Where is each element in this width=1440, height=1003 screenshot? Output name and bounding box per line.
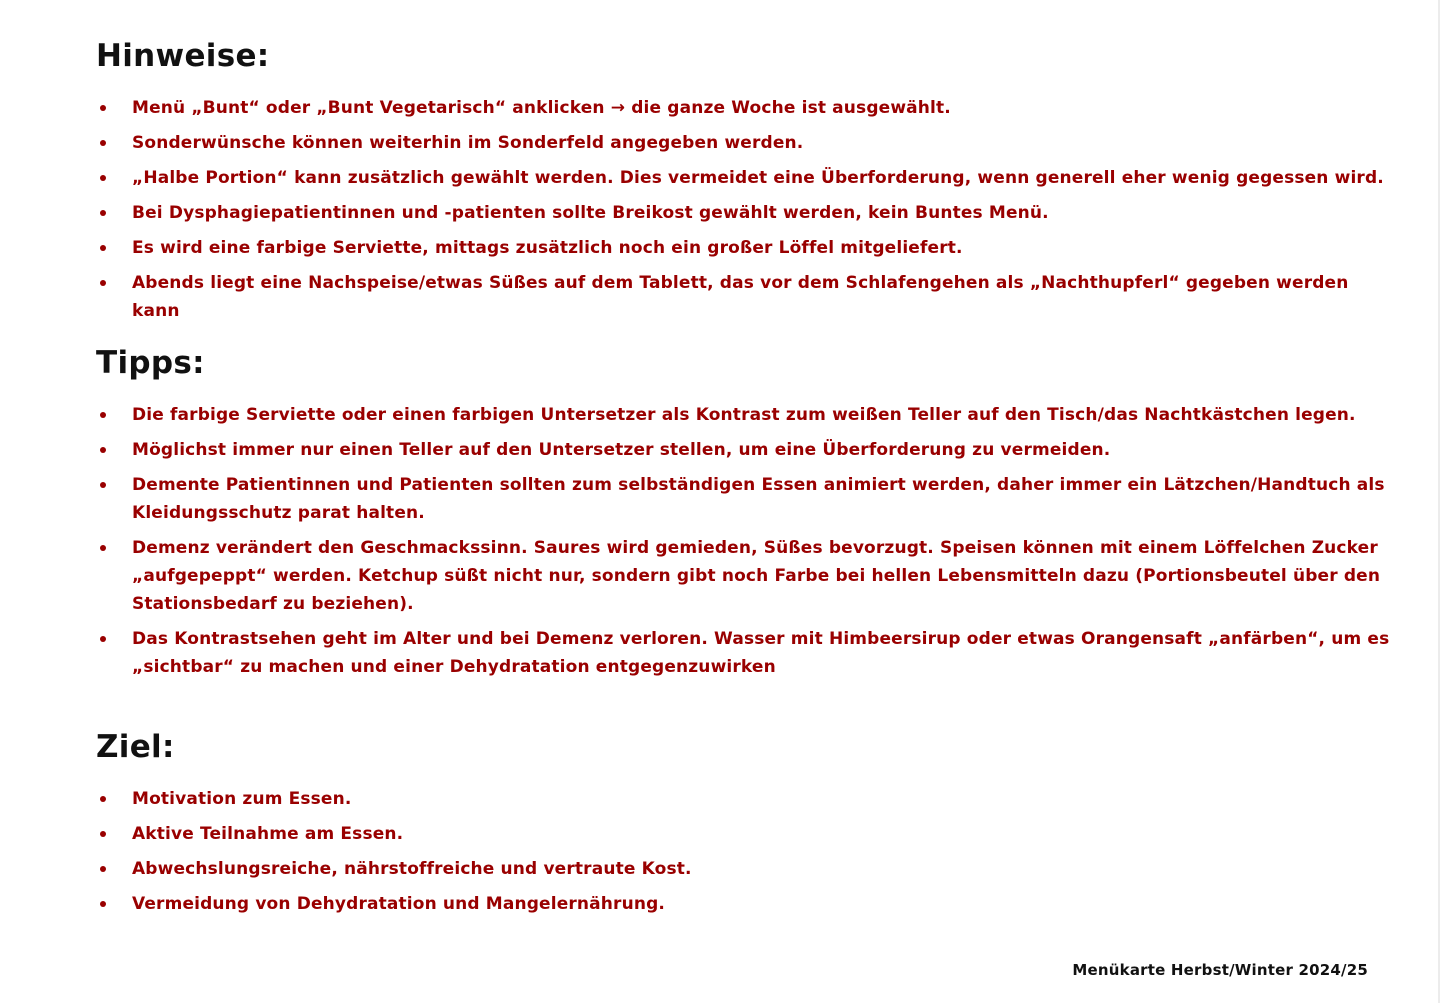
list-item-text: Vermeidung von Dehydratation und Mangelernährung. <box>132 894 666 914</box>
list-item <box>96 234 1396 262</box>
bullet-icon <box>100 175 106 181</box>
bullet-icon <box>100 796 106 802</box>
bullet-icon <box>100 447 106 453</box>
list-item <box>96 890 1396 918</box>
list-item-text: Es wird eine farbige Serviette, mittags zusätzlich noch ein großer Löffel mitgeliefert. <box>132 238 963 258</box>
bullet-icon <box>100 105 106 111</box>
bullet-icon <box>100 545 106 551</box>
bullet-icon <box>100 210 106 216</box>
list-item <box>96 199 1396 227</box>
list-item <box>96 164 1396 192</box>
list-item <box>96 129 1396 157</box>
bullet-icon <box>100 140 106 146</box>
bullet-icon <box>100 636 106 642</box>
bullet-icon <box>100 901 106 907</box>
list-item-text: Abends liegt eine Nachspeise/etwas Süßes auf dem Tablett, das vor dem Schlafengehen als „Nachthupferl“ gegeben werden kann <box>132 273 1349 321</box>
section-ziel <box>96 729 1396 925</box>
bullet-icon <box>100 482 106 488</box>
section-title-tipps: Tipps: <box>96 345 205 381</box>
section-title-ziel: Ziel: <box>96 729 175 765</box>
list-item-text: Sonderwünsche können weiterhin im Sonderfeld angegeben werden. <box>132 133 804 153</box>
list-item-text: Menü „Bunt“ oder „Bunt Vegetarisch“ anklicken → die ganze Woche ist ausgewählt. <box>132 98 951 118</box>
ziel-list <box>96 785 1396 918</box>
section-tipps <box>96 345 1396 688</box>
list-item-text: Demenz verändert den Geschmackssinn. Saures wird gemieden, Süßes bevorzugt. Speisen können mit einem Löffelchen Zucker „aufgepeppt“ werden. Ketchup süßt nicht nur, sondern gibt noch Farbe bei hellen Lebensmitteln dazu (Portionsbeutel über den Stationsbedarf zu beziehen). <box>132 538 1381 614</box>
list-item-text: Die farbige Serviette oder einen farbigen Untersetzer als Kontrast zum weißen Teller auf den Tisch/das Nachtkästchen legen. <box>132 405 1356 425</box>
page-footer: Menükarte Herbst/Winter 2024/25 <box>1072 961 1368 979</box>
section-title-hinweise: Hinweise: <box>96 38 270 74</box>
bullet-icon <box>100 245 106 251</box>
bullet-icon <box>100 412 106 418</box>
list-item-text: Bei Dysphagiepatientinnen und -patienten sollte Breikost gewählt werden, kein Buntes Menü. <box>132 203 1049 223</box>
bullet-icon <box>100 831 106 837</box>
section-hinweise <box>96 38 1396 332</box>
list-item <box>96 855 1396 883</box>
list-item <box>96 471 1396 527</box>
list-item-text: Möglichst immer nur einen Teller auf den Untersetzer stellen, um eine Überforderung zu vermeiden. <box>132 440 1111 460</box>
list-item <box>96 401 1396 429</box>
bullet-icon <box>100 866 106 872</box>
list-item <box>96 820 1396 848</box>
list-item <box>96 269 1396 325</box>
list-item-text: Abwechslungsreiche, nährstoffreiche und vertraute Kost. <box>132 859 692 879</box>
hinweise-list <box>96 94 1396 325</box>
list-item <box>96 625 1396 681</box>
list-item <box>96 94 1396 122</box>
tipps-list <box>96 401 1396 681</box>
list-item-text: Demente Patientinnen und Patienten sollten zum selbständigen Essen animiert werden, daher immer ein Lätzchen/Handtuch als Kleidungsschutz parat halten. <box>132 475 1385 523</box>
list-item <box>96 785 1396 813</box>
list-item-text: „Halbe Portion“ kann zusätzlich gewählt werden. Dies vermeidet eine Überforderung, wenn generell eher wenig gegessen wird. <box>132 168 1384 188</box>
list-item-text: Aktive Teilnahme am Essen. <box>132 824 404 844</box>
list-item <box>96 436 1396 464</box>
bullet-icon <box>100 280 106 286</box>
list-item-text: Das Kontrastsehen geht im Alter und bei Demenz verloren. Wasser mit Himbeersirup oder etwas Orangensaft „anfärben“, um es „sichtbar“ zu machen und einer Dehydratation entgegenzuwirken <box>132 629 1390 677</box>
list-item <box>96 534 1396 618</box>
list-item-text: Motivation zum Essen. <box>132 789 352 809</box>
